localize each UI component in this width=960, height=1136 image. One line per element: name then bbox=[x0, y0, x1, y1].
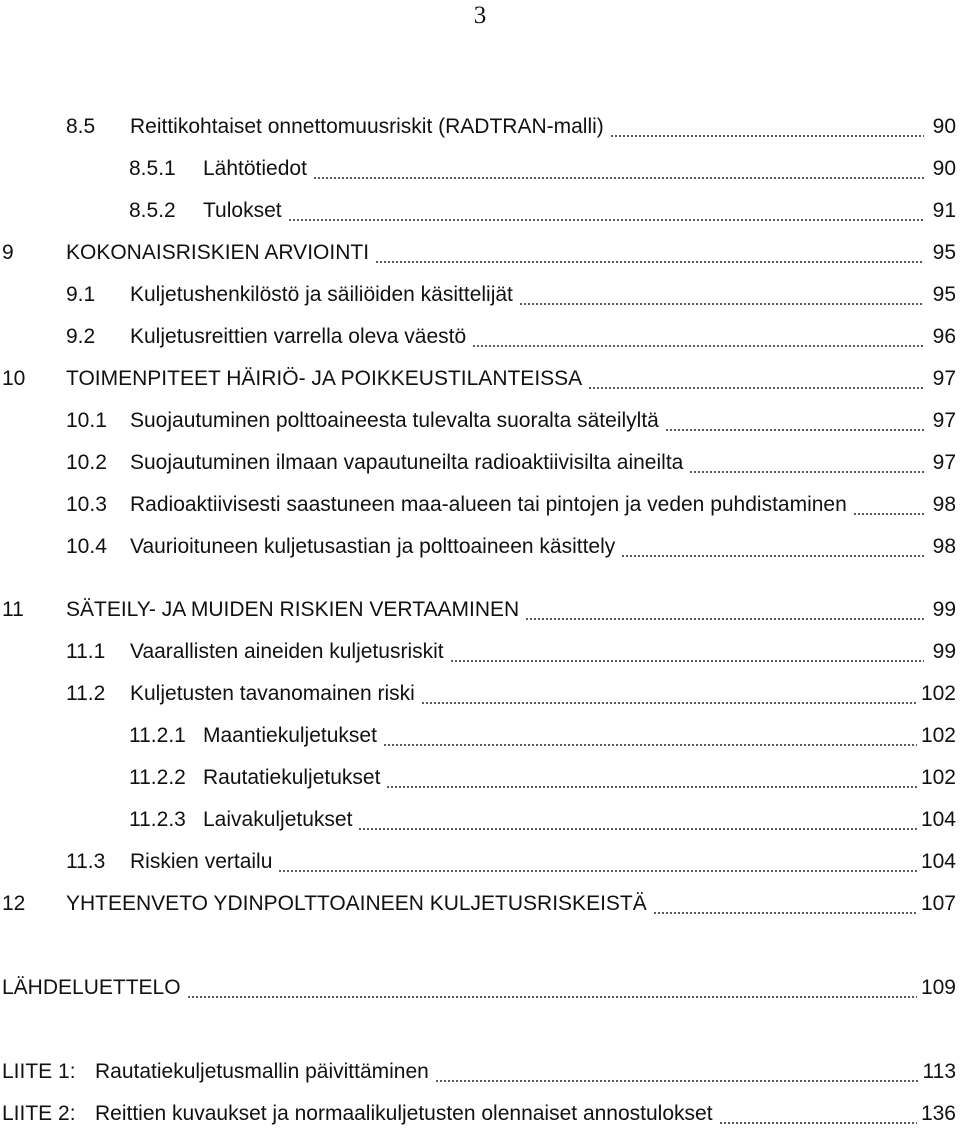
toc-entry bbox=[66, 106, 960, 140]
toc-entry-title: Kuljetushenkilöstö ja säiliöiden käsittelijät bbox=[130, 283, 513, 306]
toc-entry-page: 97 bbox=[932, 367, 956, 390]
toc-entry-number: 11 bbox=[2, 598, 24, 621]
toc-entry bbox=[66, 274, 960, 308]
toc-entry-title: Kuljetusten tavanomainen riski bbox=[130, 682, 415, 705]
dot-leader bbox=[588, 366, 924, 392]
toc-entry bbox=[66, 316, 960, 350]
toc-entry-title: Laivakuljetukset bbox=[203, 808, 353, 831]
toc-entry-page: 98 bbox=[932, 493, 956, 516]
toc-entry-page: 102 bbox=[920, 766, 956, 789]
toc-entry bbox=[129, 715, 960, 749]
toc-entry bbox=[129, 148, 960, 182]
toc-entry-page: 102 bbox=[920, 724, 956, 747]
dot-leader bbox=[288, 198, 924, 224]
toc-entry-page: 102 bbox=[920, 682, 956, 705]
toc-entry bbox=[2, 1093, 960, 1127]
dot-leader bbox=[719, 1101, 917, 1127]
toc-entry-title: Rautatiekuljetukset bbox=[203, 766, 381, 789]
toc-entry-page: 95 bbox=[932, 241, 956, 264]
toc-entry-number: 8.5.1 bbox=[129, 157, 176, 180]
toc-entry-number: 8.5.2 bbox=[129, 199, 176, 222]
dot-leader bbox=[621, 534, 924, 560]
toc-entry-page: 99 bbox=[932, 598, 956, 621]
toc-entry-title: Suojautuminen ilmaan vapautuneilta radioaktiivisilta aineilta bbox=[130, 451, 684, 474]
toc-entry-title: LÄHDELUETTELO bbox=[2, 976, 181, 999]
toc-entry-page: 91 bbox=[932, 199, 956, 222]
toc-entry-page: 97 bbox=[932, 451, 956, 474]
toc-entry-page: 113 bbox=[922, 1060, 956, 1083]
dot-leader bbox=[313, 156, 924, 182]
toc-entry-number: 11.2.3 bbox=[129, 808, 186, 831]
dot-leader bbox=[525, 597, 924, 623]
toc-entry-title: Reittien kuvaukset ja normaalikuljetusten olennaiset annostulokset bbox=[95, 1102, 713, 1125]
toc-entry-number: LIITE 2: bbox=[2, 1102, 76, 1125]
toc-entry-number: 11.2.2 bbox=[129, 766, 186, 789]
dot-leader bbox=[665, 408, 924, 434]
toc-entry bbox=[66, 484, 960, 518]
dot-leader bbox=[472, 324, 924, 350]
toc-entry bbox=[2, 967, 960, 1001]
dot-leader bbox=[187, 975, 917, 1001]
toc-entry-number: 11.1 bbox=[66, 640, 106, 663]
dot-leader bbox=[653, 891, 917, 917]
page-number: 3 bbox=[473, 2, 487, 29]
toc-entry bbox=[66, 400, 960, 434]
toc-entry-title: Vaarallisten aineiden kuljetusriskit bbox=[130, 640, 444, 663]
toc-entry-title: Radioaktiivisesti saastuneen maa-alueen tai pintojen ja veden puhdistaminen bbox=[130, 493, 847, 516]
dot-leader bbox=[519, 282, 924, 308]
toc-entry-number: 12 bbox=[2, 892, 26, 915]
toc-entry-number: 11.2.1 bbox=[129, 724, 186, 747]
toc-entry-title: Vaurioituneen kuljetusastian ja polttoaineen käsittely bbox=[130, 535, 616, 558]
toc-entry-number: 9 bbox=[2, 241, 14, 264]
toc-entry-page: 96 bbox=[932, 325, 956, 348]
toc-entry-title: SÄTEILY- JA MUIDEN RISKIEN VERTAAMINEN bbox=[66, 598, 520, 621]
toc-entry bbox=[2, 358, 960, 392]
toc-entry-number: 9.2 bbox=[66, 325, 96, 348]
toc-entry bbox=[66, 631, 960, 665]
toc-entry bbox=[66, 526, 960, 560]
toc-entry-number: 11.2 bbox=[66, 682, 106, 705]
toc-entry-title: Lähtötiedot bbox=[203, 157, 307, 180]
toc-entry-title: YHTEENVETO YDINPOLTTOAINEEN KULJETUSRISKEISTÄ bbox=[66, 892, 647, 915]
dot-leader bbox=[450, 639, 924, 665]
toc-entry bbox=[66, 841, 960, 875]
toc-entry-number: 10 bbox=[2, 367, 26, 390]
toc-entry-title: Tulokset bbox=[203, 199, 282, 222]
toc-entry-page: 95 bbox=[932, 283, 956, 306]
toc-entry-number: 8.5 bbox=[66, 115, 96, 138]
toc-entry-page: 109 bbox=[920, 976, 956, 999]
toc-entry-title: Suojautuminen polttoaineesta tulevalta suoralta säteilyltä bbox=[130, 409, 659, 432]
dot-leader bbox=[386, 765, 917, 791]
toc-entry-title: Riskien vertailu bbox=[130, 850, 273, 873]
toc-entry bbox=[2, 589, 960, 623]
toc-entry-page: 104 bbox=[920, 850, 956, 873]
toc-entry-page: 90 bbox=[932, 115, 956, 138]
toc-entry-title: Rautatiekuljetusmallin päivittäminen bbox=[95, 1060, 429, 1083]
toc-entry-page: 104 bbox=[920, 808, 956, 831]
toc-entry-title: Reittikohtaiset onnettomuusriskit (RADTRAN-malli) bbox=[130, 115, 604, 138]
dot-leader bbox=[383, 723, 917, 749]
dot-leader bbox=[278, 849, 917, 875]
toc-entry-number: 10.4 bbox=[66, 535, 107, 558]
dot-leader bbox=[375, 240, 924, 266]
toc-entry-page: 99 bbox=[932, 640, 956, 663]
toc-entry bbox=[66, 442, 960, 476]
toc-entry-number: 11.3 bbox=[66, 850, 106, 873]
toc-entry bbox=[129, 799, 960, 833]
dot-leader bbox=[689, 450, 924, 476]
toc-entry-page: 136 bbox=[920, 1102, 956, 1125]
toc-entry bbox=[2, 1051, 960, 1085]
dot-leader bbox=[421, 681, 917, 707]
dot-leader bbox=[610, 114, 924, 140]
toc-entry-number: 10.3 bbox=[66, 493, 107, 516]
toc-entry-page: 107 bbox=[920, 892, 956, 915]
toc-entry bbox=[66, 673, 960, 707]
toc-entry bbox=[129, 190, 960, 224]
toc-entry-title: KOKONAISRISKIEN ARVIOINTI bbox=[66, 241, 370, 264]
toc-entry bbox=[129, 757, 960, 791]
dot-leader bbox=[435, 1059, 919, 1085]
toc-entry-page: 98 bbox=[932, 535, 956, 558]
toc-entry-page: 90 bbox=[932, 157, 956, 180]
toc-entry-page: 97 bbox=[932, 409, 956, 432]
toc-entry-number: 9.1 bbox=[66, 283, 96, 306]
toc-entry-number: LIITE 1: bbox=[2, 1060, 76, 1083]
dot-leader bbox=[358, 807, 917, 833]
toc-entry-number: 10.2 bbox=[66, 451, 107, 474]
toc-entry-title: Kuljetusreittien varrella oleva väestö bbox=[130, 325, 467, 348]
toc-entry bbox=[2, 883, 960, 917]
toc-entry-title: Maantiekuljetukset bbox=[203, 724, 377, 747]
toc-entry-number: 10.1 bbox=[66, 409, 107, 432]
toc-entry-title: TOIMENPITEET HÄIRIÖ- JA POIKKEUSTILANTEISSA bbox=[66, 367, 583, 390]
toc-entry bbox=[2, 232, 960, 266]
dot-leader bbox=[853, 492, 924, 518]
